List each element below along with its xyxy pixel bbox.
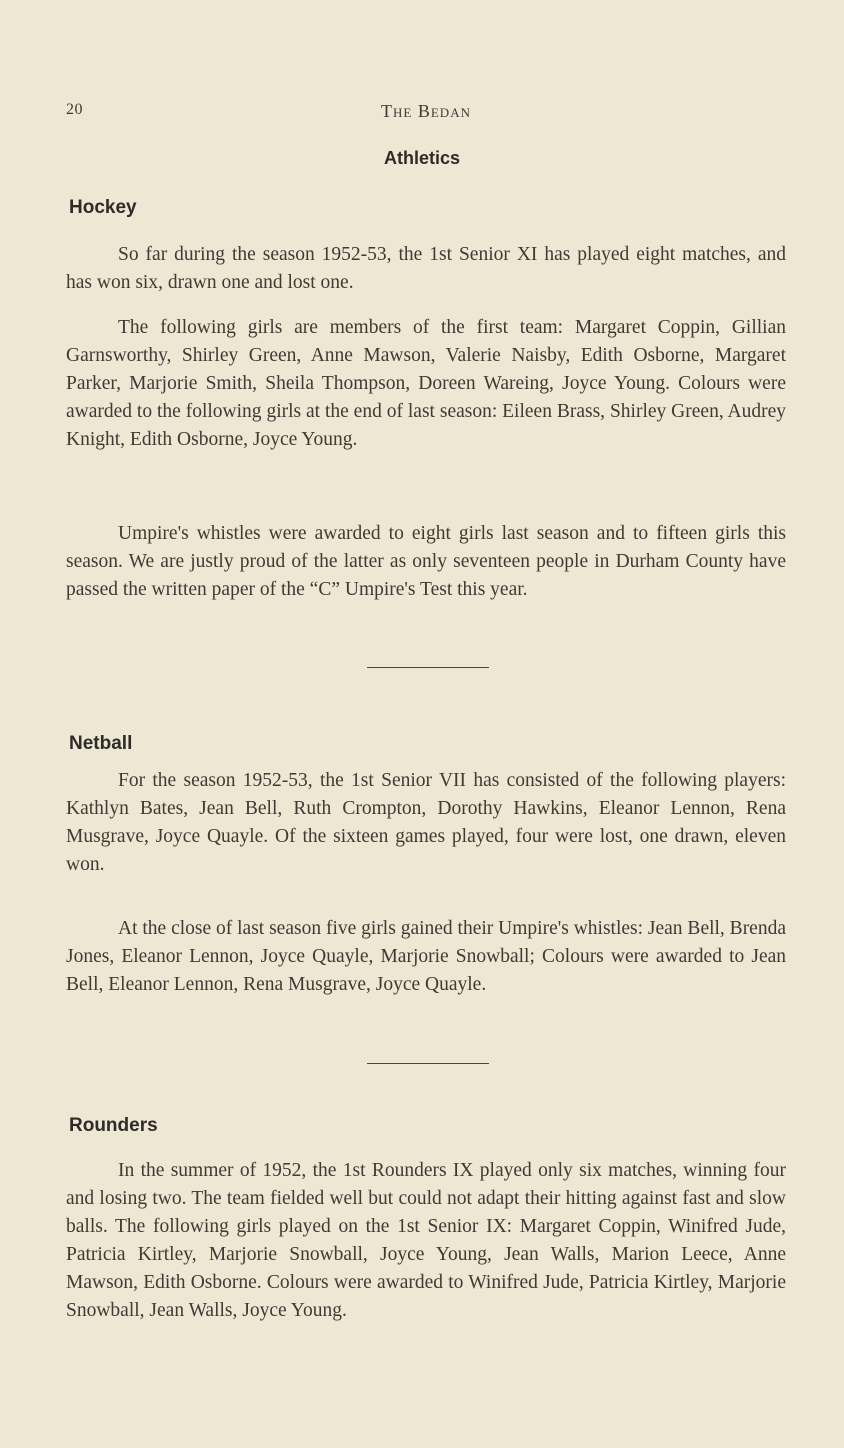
journal-title: The Bedan <box>381 101 471 121</box>
netball-heading: Netball <box>69 733 133 754</box>
rounders-paragraph-1: In the summer of 1952, the 1st Rounders IX played only six matches, winning four and losing two. The team fielded well but could not adapt their hitting against fast and slow balls. The following girls played on the 1st Senior IX: Margaret Coppin, Winifred Jude, Patricia Kirtley, Marjorie Snowball, Joyce Young, Jean Walls, Marion Leece, Anne Mawson, Edith Osborne. Colours were awarded to Winifred Jude, Patricia Kirtley, Marjorie Snowball, Jean Walls, Joyce Young. <box>66 1160 786 1321</box>
section-title: Athletics <box>383 148 461 168</box>
hockey-paragraph-1: So far during the season 1952-53, the 1st Senior XI has played eight matches, and has won six, drawn one and lost one. <box>66 244 786 293</box>
netball-paragraph-1: For the season 1952-53, the 1st Senior VII has consisted of the following players: Kathlyn Bates, Jean Bell, Ruth Crompton, Dorothy Hawkins, Eleanor Lennon, Rena Musgrave, Joyce Quayle. Of the sixteen games played, four were lost, one drawn, eleven won. <box>66 770 786 875</box>
netball-paragraph-2: At the close of last season five girls gained their Umpire's whistles: Jean Bell, Brenda Jones, Eleanor Lennon, Joyce Quayle, Marjorie Snowball; Colours were awarded to Jean Bell, Eleanor Lennon, Rena Musgrave, Joyce Quayle. <box>66 918 786 995</box>
rounders-heading: Rounders <box>69 1115 158 1136</box>
running-head <box>66 101 786 127</box>
hockey-paragraph-2: The following girls are members of the first team: Margaret Coppin, Gillian Garnsworthy, Shirley Green, Anne Mawson, Valerie Naisby, Edith Osborne, Margaret Parker, Marjorie Smith, Sheila Thompson, Doreen Wareing, Joyce Young. Colours were awarded to the following girls at the end of last season: Eileen Brass, Shirley Green, Audrey Knight, Edith Osborne, Joyce Young. <box>66 317 786 450</box>
page-number: 20 <box>66 101 83 118</box>
section-divider <box>367 1063 489 1064</box>
section-divider <box>367 667 489 668</box>
hockey-heading: Hockey <box>69 197 137 218</box>
hockey-paragraph-3: Umpire's whistles were awarded to eight girls last season and to fifteen girls this season. We are justly proud of the latter as only seventeen people in Durham County have passed the written paper of the “C” Umpire's Test this year. <box>66 523 786 600</box>
